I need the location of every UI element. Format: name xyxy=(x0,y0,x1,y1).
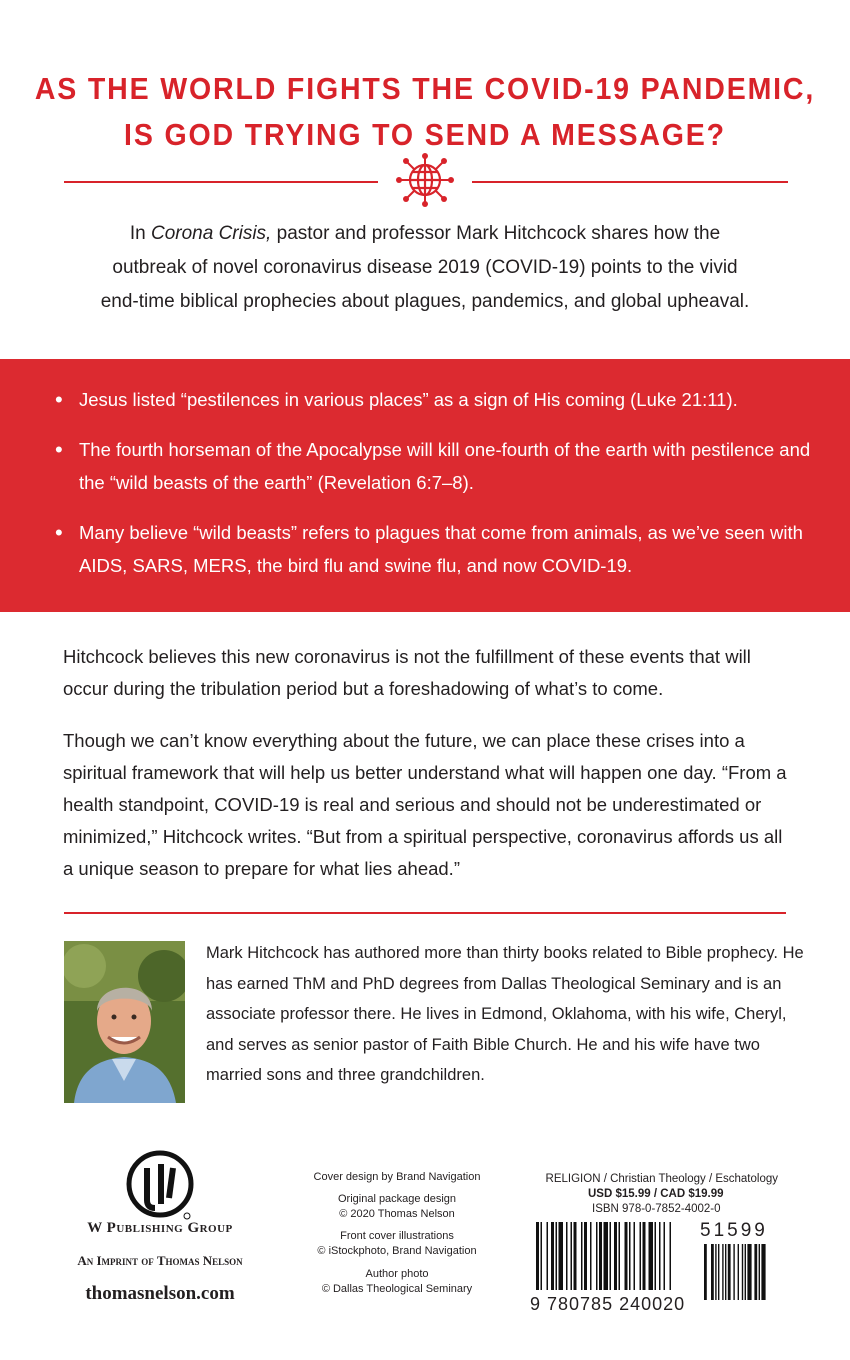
barcode-addon-bar xyxy=(725,1244,726,1300)
author-photo xyxy=(64,941,185,1103)
barcode-bar xyxy=(599,1222,602,1290)
bullet-text: Many believe “wild beasts” refers to plagues that come from animals, as we’ve seen with AIDS, SARS, MERS, the bird flu and swine flu, and now COVID-19. xyxy=(79,522,803,576)
barcode-addon-bar xyxy=(754,1244,757,1300)
barcode-bar xyxy=(614,1222,617,1290)
body-paragraph-1: Hitchcock believes this new coronavirus is not the fulfillment of these events that will occur during the tribulation period but a foreshadowing of what’s to come. xyxy=(63,646,751,699)
barcode-bar xyxy=(566,1222,568,1290)
body-paragraph-2: Though we can’t know everything about the future, we can place these crises into a spiritual framework that will help us better understand what will happen one day. “From a health standpoint, COVID-19 is real and serious and should not be underestimated or minimized,” Hitchcock writes. “But from a spiritual perspective, coronavirus affords us all a unique season to prepare for what lies ahead.” xyxy=(63,730,787,879)
publisher-imprint: An Imprint of Thomas Nelson xyxy=(77,1253,243,1268)
intro-book-title: Corona Crisis, xyxy=(150,223,272,244)
retail-isbn: ISBN 978-0-7852-4002-0 xyxy=(592,1203,721,1215)
credit-illustrations-1: Front cover illustrations xyxy=(340,1230,454,1242)
bullet-text: The fourth horseman of the Apocalypse will kill one-fourth of the earth with pestilence and the “wild beasts of the earth” (Revelation 6:7–8). xyxy=(79,439,811,493)
barcode-addon-bar xyxy=(759,1244,760,1300)
barcode-bar xyxy=(584,1222,587,1290)
barcode-bar xyxy=(547,1222,549,1290)
barcode-bar xyxy=(643,1222,646,1290)
barcode-bar xyxy=(590,1222,592,1290)
intro-rest: pastor and professor Mark Hitchcock shares how the outbreak of novel coronavirus disease 2019 (COVID-19) points to the vivid end-time biblical prophecies about plagues, pandemics, and global upheaval. xyxy=(100,223,750,312)
barcode-addon-bar xyxy=(742,1244,743,1300)
bullet-dot: • xyxy=(55,520,63,545)
barcode-bar xyxy=(659,1222,661,1290)
barcode-bar xyxy=(649,1222,654,1290)
bullet-item xyxy=(55,516,815,582)
bullet-text: Jesus listed “pestilences in various places” as a sign of His coming (Luke 21:11). xyxy=(79,389,738,410)
barcode-addon-bar xyxy=(747,1244,751,1300)
barcode-bar xyxy=(604,1222,609,1290)
publisher-website: thomasnelson.com xyxy=(85,1283,235,1304)
red-bullet-band xyxy=(0,359,850,612)
barcode-bar xyxy=(629,1222,631,1290)
barcode-bar xyxy=(551,1222,554,1290)
bio-divider xyxy=(64,912,786,914)
barcode-addon-bar xyxy=(745,1244,746,1300)
publisher-block xyxy=(60,1150,260,1305)
headline-line-2: IS GOD TRYING TO SEND A MESSAGE? xyxy=(124,117,726,152)
barcode-bar xyxy=(541,1222,543,1290)
ean-digits: 9 780785 240020 xyxy=(530,1294,686,1314)
virus-globe-icon xyxy=(392,152,458,208)
retail-price: USD $15.99 / CAD $19.99 xyxy=(588,1188,724,1200)
barcode-bar xyxy=(634,1222,636,1290)
barcode-bar xyxy=(610,1222,612,1290)
credit-cover-design: Cover design by Brand Navigation xyxy=(313,1171,481,1183)
barcode-addon-bar xyxy=(711,1244,714,1300)
intro-paragraph xyxy=(95,217,755,319)
barcode-bar xyxy=(596,1222,598,1290)
bullet-dot: • xyxy=(55,387,63,412)
barcode-addon-bar xyxy=(722,1244,723,1300)
retail-category: RELIGION / Christian Theology / Eschatology xyxy=(545,1173,778,1185)
intro-prefix: In xyxy=(129,223,151,244)
barcode-bar xyxy=(581,1222,583,1290)
barcode-block xyxy=(530,1172,790,1314)
barcode-bar xyxy=(619,1222,621,1290)
barcode-addon-bar xyxy=(761,1244,765,1300)
credit-package-2: © 2020 Thomas Nelson xyxy=(339,1208,455,1220)
ean-addon-digits: 51599 xyxy=(700,1220,768,1241)
barcode-addon-bar xyxy=(738,1244,739,1300)
barcode-bar xyxy=(574,1222,577,1290)
barcode-addon-bar xyxy=(728,1244,731,1300)
headline-line-1: AS THE WORLD FIGHTS THE COVID-19 PANDEMIC, xyxy=(34,71,816,106)
w-publishing-logo xyxy=(125,1150,195,1222)
barcode-bar xyxy=(571,1222,573,1290)
credit-package-1: Original package design xyxy=(337,1193,457,1205)
barcode-bar xyxy=(536,1222,539,1290)
barcode-bar xyxy=(664,1222,666,1290)
author-bio: Mark Hitchcock has authored more than thirty books related to Bible prophecy. He has earned ThM and PhD degrees from Dallas Theological Seminary and is an associate professor there. He lives in Edmond, Oklahoma, with his wife, Cheryl, and serves as senior pastor of Faith Bible Church. He and his wife have two married sons and three grandchildren. xyxy=(206,944,804,1084)
barcode-bar xyxy=(556,1222,558,1290)
barcode-addon-bar xyxy=(715,1244,716,1300)
barcode-addon-bar xyxy=(704,1244,707,1300)
divider-right xyxy=(472,181,788,183)
credit-photo-1: Author photo xyxy=(365,1268,429,1280)
divider-left xyxy=(64,181,378,183)
barcode-bar xyxy=(670,1222,672,1290)
barcode-bar xyxy=(559,1222,564,1290)
barcode-bar xyxy=(640,1222,642,1290)
credit-photo-2: © Dallas Theological Seminary xyxy=(321,1283,473,1295)
publisher-name: W Publishing Group xyxy=(87,1220,233,1236)
barcode-bar xyxy=(655,1222,657,1290)
barcode-bar xyxy=(625,1222,628,1290)
credit-illustrations-2: © iStockphoto, Brand Navigation xyxy=(317,1245,477,1257)
bullet-dot: • xyxy=(55,437,63,462)
barcode xyxy=(536,1222,786,1302)
bullet-item xyxy=(55,433,815,499)
barcode-addon-bar xyxy=(733,1244,734,1300)
barcode-addon-bar xyxy=(718,1244,719,1300)
bullet-item xyxy=(55,383,815,416)
headline xyxy=(34,66,816,158)
